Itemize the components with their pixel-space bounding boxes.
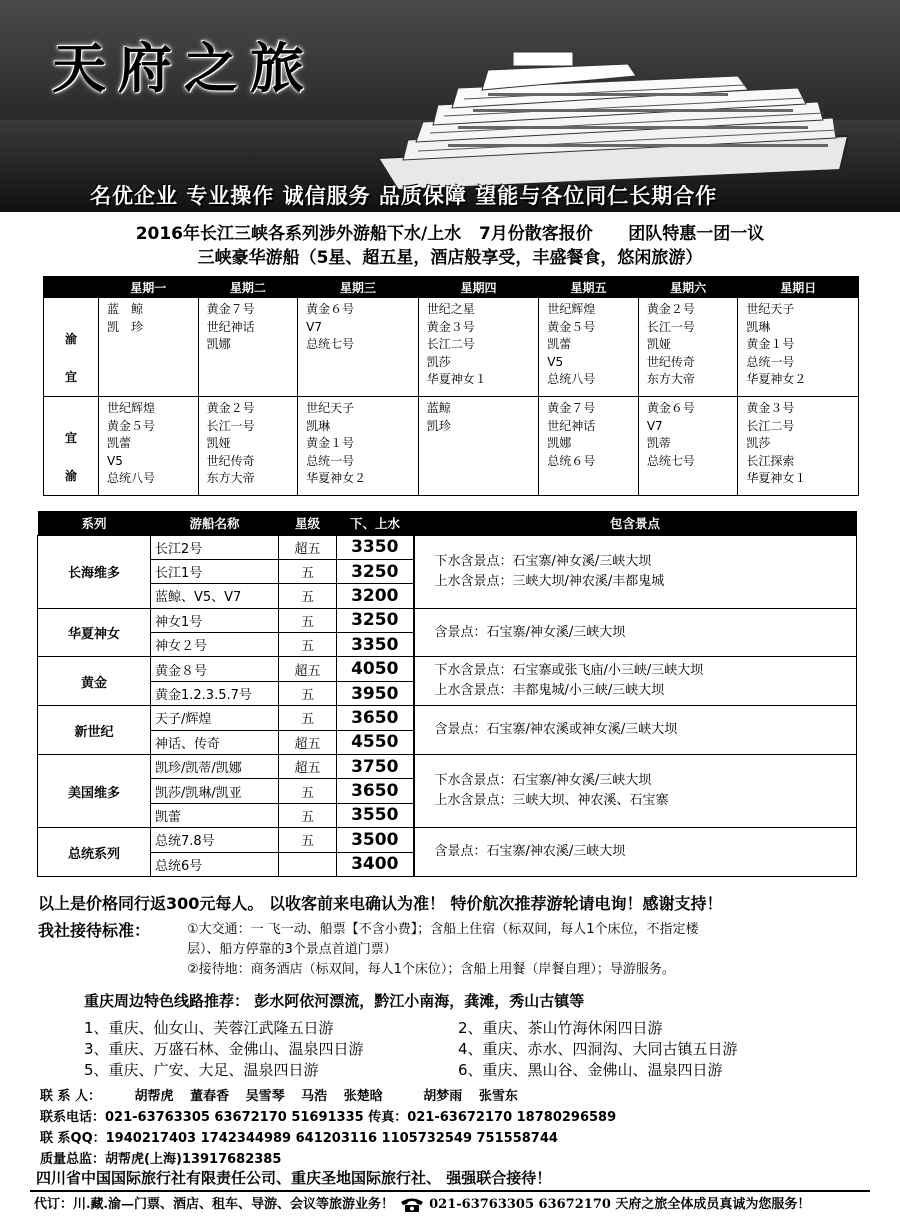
ship-name: 总统七号 xyxy=(306,337,355,351)
price-cell: 3250 xyxy=(337,559,414,583)
supervisor-value: 胡帮虎(上海)13917682385 xyxy=(105,1152,282,1167)
ship-name: 世纪神话 xyxy=(547,418,596,433)
headline-subtitle: 三峡豪华游船（5星、超五星，酒店般享受，丰盛餐食，悠闲旅游） xyxy=(197,248,703,268)
boat-name-cell: 黄金８号 xyxy=(151,657,279,681)
schedule-cell xyxy=(638,397,738,496)
boat-name-cell: 凯蕾 xyxy=(151,803,279,827)
contact-person: 张雪东 xyxy=(478,1089,518,1104)
route-item: 2、重庆、茶山竹海休闲四日游 xyxy=(458,1019,663,1037)
contact-person: 胡帮虎 xyxy=(134,1089,174,1104)
direction-label: 宜 xyxy=(64,370,77,384)
ship-name: 总统一号 xyxy=(746,354,795,369)
boat-name-cell: 黄金1.2.3.5.7号 xyxy=(151,681,279,705)
contact-person: 董春香 xyxy=(190,1089,230,1104)
ship-name: 黄金１号 xyxy=(306,436,355,450)
boat-name-cell: 长江2号 xyxy=(151,535,279,559)
ship-name: 凯娜 xyxy=(206,337,231,351)
contact-qq-row xyxy=(40,1128,870,1149)
ship-name: 凯莎 xyxy=(426,354,451,369)
standard-line: 层）、船方停靠的3个景点首道门票） xyxy=(187,942,397,957)
price-cell: 3350 xyxy=(337,535,414,559)
boat-name-cell: 神女２号 xyxy=(151,633,279,657)
series-cell: 总统系列 xyxy=(38,828,151,877)
ship-name: 总统八号 xyxy=(107,471,156,485)
level-cell: 超五 xyxy=(279,535,337,559)
ship-name: 世纪天子 xyxy=(746,302,795,316)
phone-label: 联系电话： xyxy=(40,1110,106,1125)
ship-name: 凯 珍 xyxy=(107,319,144,334)
series-cell: 华夏神女 xyxy=(38,608,151,657)
schedule-cell xyxy=(99,397,199,496)
contact-phone-row xyxy=(40,1107,870,1128)
route-item: 5、重庆、广安、大足、温泉四日游 xyxy=(84,1061,319,1079)
ship-name: 世纪传奇 xyxy=(646,354,695,369)
price-row xyxy=(38,608,857,632)
day-header: 星期日 xyxy=(738,277,859,298)
ship-name: 华夏神女１ xyxy=(426,372,487,386)
ship-name: 黄金１号 xyxy=(746,337,795,351)
people-label: 联 系 人： xyxy=(40,1089,102,1104)
price-note: 以上是价格同行返300元每人。 以收客前来电确认为准！ 特价航次推荐游轮请电询！感谢支持！ xyxy=(38,894,723,913)
schedule-cell xyxy=(418,397,539,496)
day-header: 星期四 xyxy=(418,277,539,298)
level-cell: 五 xyxy=(279,706,337,730)
footer-divider xyxy=(30,1190,870,1192)
series-cell: 新世纪 xyxy=(38,706,151,755)
footer-services: 代订：川.藏.渝—门票、酒店、租车、导游、会议等旅游业务！ xyxy=(34,1197,395,1212)
union-statement: 四川省中国国际旅行社有限责任公司、重庆圣地国际旅行社、 强强联合接待！ xyxy=(36,1169,552,1187)
boat-name-cell: 总统7.8号 xyxy=(151,828,279,852)
ship-name: 总统一号 xyxy=(306,453,355,468)
ship-name: 凯蕾 xyxy=(107,436,132,450)
ship-name: 黄金６号 xyxy=(306,302,355,316)
spots-cell xyxy=(414,657,857,706)
ship-name: 总统八号 xyxy=(547,372,596,386)
day-header: 星期二 xyxy=(198,277,298,298)
route-item: 6、重庆、黑山谷、金佛山、温泉四日游 xyxy=(458,1061,723,1079)
schedule-cell xyxy=(539,298,639,397)
ship-name: 黄金７号 xyxy=(206,302,255,316)
ship-name: 世纪天子 xyxy=(306,401,355,415)
schedule-cell xyxy=(638,298,738,397)
contact-person: 张楚晗 xyxy=(343,1089,383,1104)
schedule-cell xyxy=(738,397,859,496)
route-item: 3、重庆、万盛石林、金佛山、温泉四日游 xyxy=(84,1040,364,1058)
schedule-cell xyxy=(738,298,859,397)
ship-name: 长江二号 xyxy=(746,418,795,433)
boat-name-cell: 神话、传奇 xyxy=(151,730,279,754)
level-cell: 五 xyxy=(279,681,337,705)
spot-line: 下水含景点：石宝寨或张飞庙/小三峡/三峡大坝 xyxy=(434,663,704,679)
spot-line: 含景点：石宝寨/神女溪/三峡大坝 xyxy=(434,624,626,640)
level-cell: 五 xyxy=(279,803,337,827)
route-item: 1、重庆、仙女山、芙蓉江武隆五日游 xyxy=(84,1019,334,1037)
contact-people-row xyxy=(40,1086,870,1107)
banner-slogan: 名优企业 专业操作 诚信服务 品质保障 望能与各位同仁长期合作 xyxy=(90,184,718,208)
ship-name: 凯莎 xyxy=(746,436,771,450)
standard-details xyxy=(187,920,847,980)
schedule-row xyxy=(44,397,859,496)
ship-name: V5 xyxy=(107,453,123,468)
spot-line: 含景点：石宝寨/神农溪/三峡大坝 xyxy=(434,844,626,860)
ship-name: 华夏神女２ xyxy=(306,471,367,485)
ship-name: 蓝鲸 xyxy=(426,401,451,415)
ship-name: 黄金５号 xyxy=(547,319,596,334)
schedule-cell xyxy=(418,298,539,397)
price-cell: 3950 xyxy=(337,681,414,705)
day-header: 星期三 xyxy=(298,277,419,298)
ship-name: 华夏神女１ xyxy=(746,471,807,485)
price-row xyxy=(38,706,857,730)
ship-name: 总统６号 xyxy=(547,453,596,468)
headline-title: 2016年长江三峡各系列涉外游船下水/上水 7月份散客报价 团队特惠一团一议 xyxy=(135,224,765,244)
level-cell: 五 xyxy=(279,779,337,803)
level-cell: 五 xyxy=(279,608,337,632)
spot-line: 上水含景点：三峡大坝/神农溪/丰都鬼城 xyxy=(434,573,665,589)
boat-name-cell: 凯珍/凯蒂/凯娜 xyxy=(151,755,279,779)
schedule-cell xyxy=(539,397,639,496)
supervisor-label: 质量总监： xyxy=(40,1152,106,1167)
schedule-cell xyxy=(298,298,419,397)
schedule-cell xyxy=(198,298,298,397)
level-cell: 五 xyxy=(279,633,337,657)
boat-name-cell: 凯莎/凯琳/凯亚 xyxy=(151,779,279,803)
boat-name-cell: 天子/辉煌 xyxy=(151,706,279,730)
day-header: 星期六 xyxy=(638,277,738,298)
ship-name: 黄金３号 xyxy=(746,401,795,415)
ship-name: 蓝 鲸 xyxy=(107,302,144,316)
ship-name: 凯娅 xyxy=(206,436,231,450)
level-cell: 超五 xyxy=(279,657,337,681)
price-cell: 3550 xyxy=(337,803,414,827)
ship-name: 凯娅 xyxy=(646,337,671,351)
level-cell: 超五 xyxy=(279,755,337,779)
ship-name: 黄金３号 xyxy=(426,319,475,334)
contact-person: 胡梦雨 xyxy=(423,1089,463,1104)
price-row xyxy=(38,657,857,681)
price-row xyxy=(38,828,857,852)
ship-name: 世纪之星 xyxy=(426,302,475,316)
boat-name-cell: 蓝鲸、V5、V7 xyxy=(151,584,279,608)
col-spots: 包含景点 xyxy=(414,511,857,535)
boat-name-cell: 长江1号 xyxy=(151,559,279,583)
level-cell: 五 xyxy=(279,828,337,852)
col-price: 下、上水 xyxy=(337,511,414,535)
ship-name: 长江一号 xyxy=(646,319,695,334)
price-header-row xyxy=(38,511,857,535)
qq-numbers: 1940217403 1742344989 641203116 1105732549 751558744 xyxy=(105,1131,558,1146)
direction-label: 宜 xyxy=(64,431,77,445)
phone-numbers: 021-63763305 63672170 51691335 传真：021-63672170 18780296589 xyxy=(105,1110,617,1125)
footer-bar xyxy=(34,1193,810,1213)
schedule-cell xyxy=(298,397,419,496)
price-cell: 3750 xyxy=(337,755,414,779)
ship-name: 黄金６号 xyxy=(646,401,695,415)
level-cell: 五 xyxy=(279,584,337,608)
ship-name: 黄金２号 xyxy=(646,302,695,316)
price-cell: 3250 xyxy=(337,608,414,632)
ship-name: 长江二号 xyxy=(426,337,475,351)
direction-label: 渝 xyxy=(64,332,77,346)
price-cell: 4550 xyxy=(337,730,414,754)
spots-cell xyxy=(414,535,857,608)
ship-name: 凯娜 xyxy=(547,436,572,450)
direction-cell xyxy=(44,397,99,496)
standard-line: ②接待地：商务酒店（标双间，每人1个床位）；含船上用餐（岸餐自理）；导游服务。 xyxy=(187,962,675,977)
standard-line: ①大交通：一 飞一动、船票【不含小费】；含船上住宿（标双间，每人1个床位，不指定楼 xyxy=(187,922,699,937)
schedule-cell xyxy=(99,298,199,397)
ship-name: 凯蒂 xyxy=(646,436,671,450)
schedule-row xyxy=(44,298,859,397)
chongqing-heading: 重庆周边特色线路推荐： 彭水阿依河漂流，黔江小南海，龚滩，秀山古镇等 xyxy=(84,992,585,1010)
price-cell: 3500 xyxy=(337,828,414,852)
spot-line: 上水含景点：丰都鬼城/小三峡/三峡大坝 xyxy=(434,683,665,699)
ship-name: 总统七号 xyxy=(646,453,695,468)
level-cell: 五 xyxy=(279,559,337,583)
ship-name: 黄金５号 xyxy=(107,418,156,433)
ship-name: 黄金２号 xyxy=(206,401,255,415)
col-series: 系列 xyxy=(38,511,151,535)
price-cell: 3400 xyxy=(337,852,414,876)
ship-name: 世纪辉煌 xyxy=(547,302,596,316)
ship-name: 东方大帝 xyxy=(206,471,255,485)
spots-cell xyxy=(414,828,857,877)
telephone-icon xyxy=(399,1197,425,1213)
banner xyxy=(0,0,900,212)
col-boat: 游船名称 xyxy=(151,511,279,535)
price-row xyxy=(38,755,857,779)
col-level: 星级 xyxy=(279,511,337,535)
price-cell: 3200 xyxy=(337,584,414,608)
ship-name: 黄金７号 xyxy=(547,401,596,415)
cruise-ship-illustration xyxy=(378,40,848,190)
ship-name: 世纪神话 xyxy=(206,319,255,334)
qq-label: 联 系QQ： xyxy=(40,1131,106,1146)
ship-name: 长江探索 xyxy=(746,453,795,468)
ship-name: 凯琳 xyxy=(306,418,331,433)
brand-logo: 天府之旅 xyxy=(52,36,316,100)
spots-cell xyxy=(414,755,857,828)
ship-name: 凯蕾 xyxy=(547,337,572,351)
series-cell: 美国维多 xyxy=(38,755,151,828)
ship-name: 世纪传奇 xyxy=(206,453,255,468)
direction-cell xyxy=(44,298,99,397)
direction-label: 渝 xyxy=(64,469,77,483)
day-header: 星期五 xyxy=(539,277,639,298)
level-cell xyxy=(279,852,337,876)
spots-cell xyxy=(414,608,857,657)
schedule-cell xyxy=(198,397,298,496)
ship-name: 凯琳 xyxy=(746,319,771,334)
schedule-header-row xyxy=(44,277,859,298)
price-row xyxy=(38,535,857,559)
footer-phones: 021-63763305 63672170 天府之旅全体成员真诚为您服务！ xyxy=(429,1197,811,1212)
level-cell: 超五 xyxy=(279,730,337,754)
spot-line: 上水含景点：三峡大坝、神农溪、石宝寨 xyxy=(434,793,669,809)
ship-name: V5 xyxy=(547,354,564,369)
price-cell: 4050 xyxy=(337,657,414,681)
schedule-corner xyxy=(44,277,99,298)
spot-line: 下水含景点：石宝寨/神女溪/三峡大坝 xyxy=(434,553,652,569)
boat-name-cell: 神女1号 xyxy=(151,608,279,632)
standard-label: 我社接待标准： xyxy=(38,921,151,940)
ship-name: 华夏神女２ xyxy=(746,372,807,386)
ship-name: 东方大帝 xyxy=(646,372,695,386)
contact-person: 马浩 xyxy=(301,1089,328,1104)
price-cell: 3650 xyxy=(337,706,414,730)
contact-person: 吴雪琴 xyxy=(245,1089,285,1104)
boat-name-cell: 总统6号 xyxy=(151,852,279,876)
ship-name: V7 xyxy=(306,319,322,334)
spot-line: 含景点：石宝寨/神农溪或神女溪/三峡大坝 xyxy=(434,722,678,738)
price-table xyxy=(37,511,857,877)
price-cell: 3650 xyxy=(337,779,414,803)
ship-name: 凯珍 xyxy=(426,418,451,433)
ship-name: V7 xyxy=(646,418,663,433)
day-header: 星期一 xyxy=(99,277,199,298)
spot-line: 下水含景点：石宝寨/神女溪/三峡大坝 xyxy=(434,773,652,789)
route-item: 4、重庆、赤水、四洞沟、大同古镇五日游 xyxy=(458,1040,738,1058)
contact-block xyxy=(40,1086,870,1170)
ship-name: 世纪辉煌 xyxy=(107,401,156,415)
departure-schedule-table xyxy=(43,276,859,496)
ship-name: 长江一号 xyxy=(206,418,255,433)
price-cell: 3350 xyxy=(337,633,414,657)
series-cell: 长海维多 xyxy=(38,535,151,608)
series-cell: 黄金 xyxy=(38,657,151,706)
spots-cell xyxy=(414,706,857,755)
